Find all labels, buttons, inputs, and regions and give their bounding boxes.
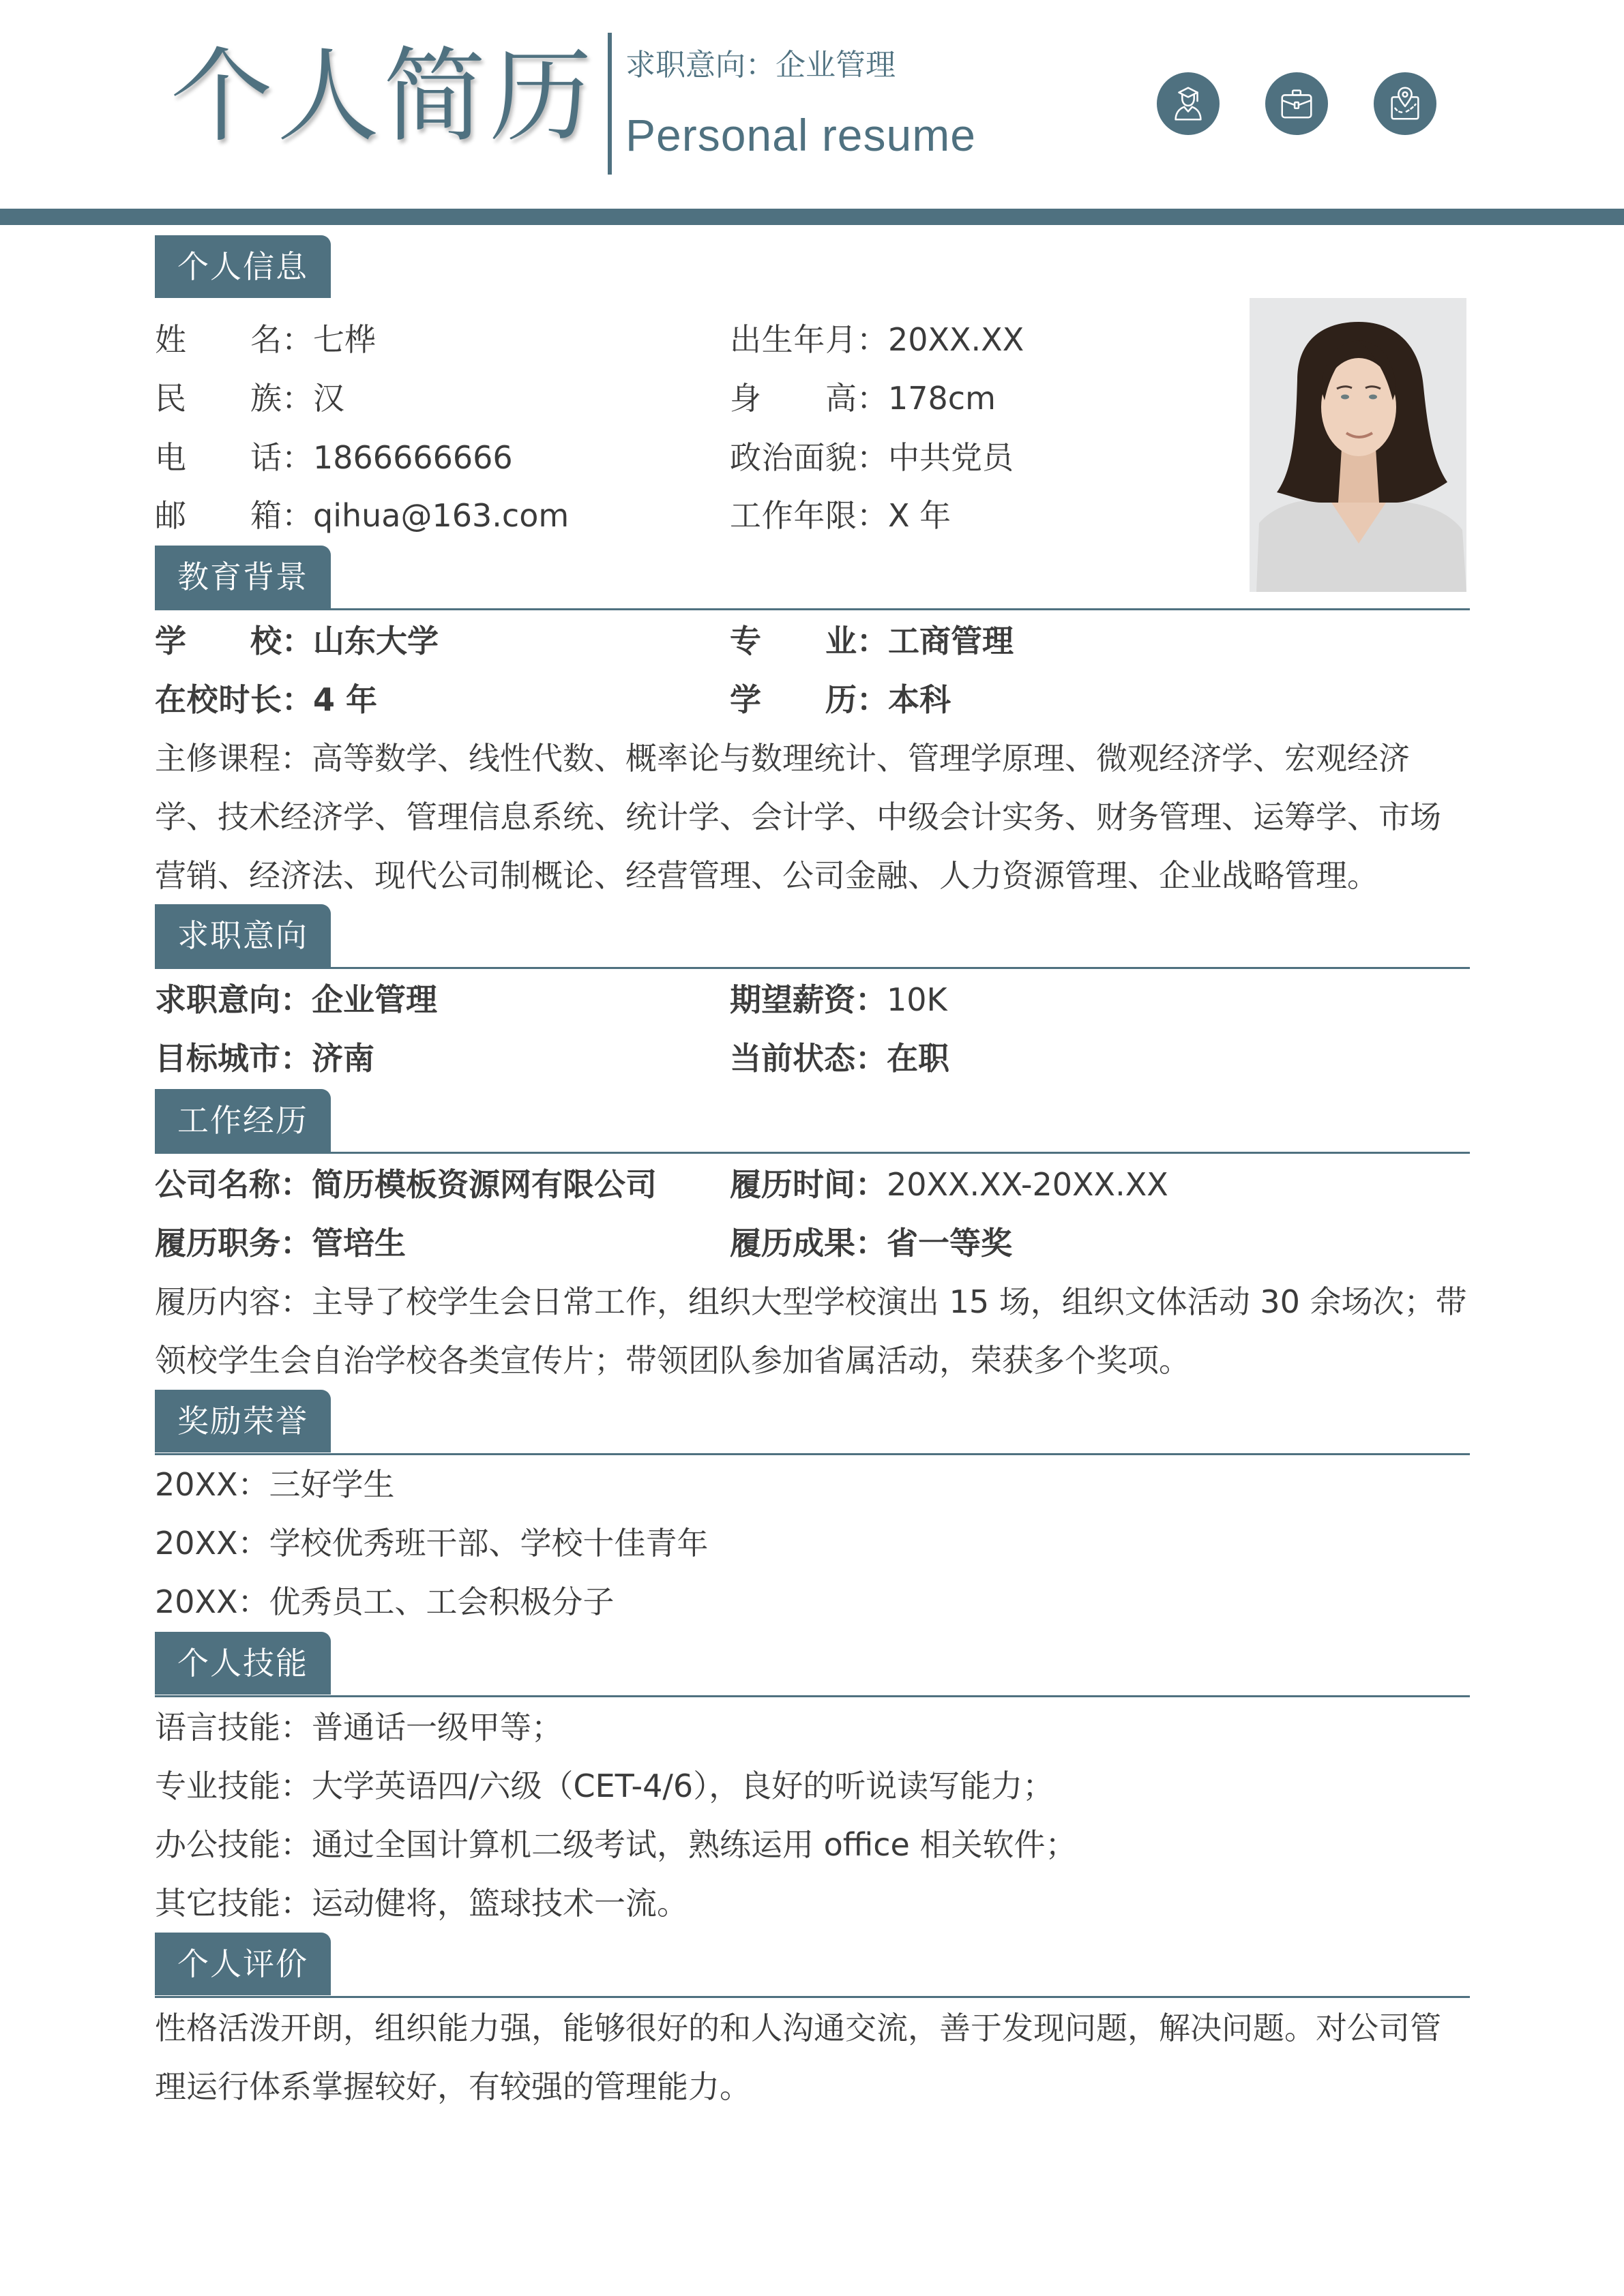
skill-item: 办公技能：通过全国计算机二级考试，熟练运用 office 相关软件；: [155, 1826, 1077, 1863]
intent-status-value: 在职: [887, 1040, 949, 1077]
work-company: 公司名称：简历模板资源网有限公司: [155, 1166, 657, 1203]
intent-position: 求职意向：企业管理: [155, 981, 437, 1018]
map-location-icon: [1374, 72, 1436, 135]
edu-duration-value: 4 年: [313, 681, 378, 718]
info-work-years: 工作年限：X 年: [730, 497, 951, 534]
skill-item: 专业技能：大学英语四/六级（CET-4/6），良好的听说读写能力；: [155, 1768, 1054, 1804]
info-email: 邮箱：qihua@163.com: [155, 497, 570, 534]
info-work-years-value: X 年: [888, 497, 951, 534]
info-ethnicity: 民族：汉: [155, 380, 344, 417]
section-tab-awards: 奖励荣誉: [155, 1390, 331, 1452]
resume-title: 个人简历: [171, 38, 597, 156]
info-birth-value: 20XX.XX: [888, 321, 1024, 358]
header-divider: [608, 33, 612, 175]
intent-city: 目标城市：济南: [155, 1040, 374, 1077]
work-position: 履历职务：管培生: [155, 1225, 406, 1262]
section-rule-awards: [155, 1453, 1470, 1455]
intent-city-value: 济南: [312, 1040, 374, 1077]
edu-school-value: 山东大学: [313, 623, 439, 659]
work-achievement: 履历成果：省一等奖: [730, 1225, 1012, 1262]
profile-photo: [1250, 298, 1466, 592]
info-phone: 电话：1866666666: [155, 439, 513, 476]
intent-status: 当前状态：在职: [730, 1040, 949, 1077]
section-tab-skills: 个人技能: [155, 1632, 331, 1695]
info-height: 身高：178cm: [730, 380, 996, 417]
info-birth: 出生年月：20XX.XX: [730, 321, 1024, 358]
edu-school: 学校：山东大学: [155, 623, 439, 659]
award-item: 20XX：学校优秀班干部、学校十佳青年: [155, 1525, 709, 1562]
work-content-text: 主导了校学生会日常工作，组织大型学校演出 15 场，组织文体活动 30 余场次；带领校学生会自治学校各类宣传片；带领团队参加省属活动，荣获多个奖项。: [155, 1283, 1467, 1379]
section-rule-job-intent: [155, 967, 1470, 969]
section-rule-self-eval: [155, 1996, 1470, 1998]
work-period: 履历时间：20XX.XX-20XX.XX: [730, 1166, 1168, 1203]
intent-salary: 期望薪资：10K: [730, 981, 947, 1018]
info-name-value: 七桦: [313, 321, 376, 358]
briefcase-icon: [1265, 72, 1328, 135]
info-phone-value: 1866666666: [313, 439, 513, 476]
award-item: 20XX：三好学生: [155, 1466, 395, 1503]
edu-major-value: 工商管理: [888, 623, 1014, 659]
section-tab-personal-info: 个人信息: [155, 235, 331, 298]
work-position-value: 管培生: [312, 1225, 406, 1262]
section-tab-job-intent: 求职意向: [155, 904, 331, 967]
header-job-intent: 求职意向：企业管理: [625, 48, 896, 83]
header-band: [0, 209, 1624, 225]
section-tab-self-eval: 个人评价: [155, 1933, 331, 1995]
section-rule-skills: [155, 1695, 1470, 1697]
section-tab-education: 教育背景: [155, 546, 331, 608]
work-period-value: 20XX.XX-20XX.XX: [887, 1166, 1168, 1203]
section-rule-work: [155, 1152, 1470, 1154]
edu-courses: 主修课程：高等数学、线性代数、概率论与数理统计、管理学原理、微观经济学、宏观经济学、技术经济学、管理信息系统、统计学、会计学、中级会计实务、财务管理、运筹学、市场营销、经济法、现代公司制概论、经营管理、公司金融、人力资源管理、企业战略管理。: [155, 740, 1441, 894]
info-height-value: 178cm: [888, 380, 996, 417]
work-achievement-value: 省一等奖: [887, 1225, 1012, 1262]
info-political-value: 中共党员: [888, 439, 1014, 476]
work-content: 履历内容：主导了校学生会日常工作，组织大型学校演出 15 场，组织文体活动 30 余场次；带领校学生会自治学校各类宣传片；带领团队参加省属活动，荣获多个奖项。: [155, 1283, 1467, 1379]
intent-position-value: 企业管理: [312, 981, 437, 1018]
edu-degree-value: 本科: [888, 681, 951, 718]
info-political: 政治面貌：中共党员: [730, 439, 1014, 476]
info-email-value[interactable]: qihua@163.com: [313, 497, 570, 534]
skill-item: 语言技能：普通话一级甲等；: [155, 1709, 563, 1746]
award-item: 20XX：优秀员工、工会积极分子: [155, 1583, 615, 1620]
edu-degree: 学历：本科: [730, 681, 951, 718]
self-eval-text: 性格活泼开朗，组织能力强，能够很好的和人沟通交流，善于发现问题，解决问题。对公司管理运行体系掌握较好，有较强的管理能力。: [155, 2010, 1441, 2105]
edu-major: 专业：工商管理: [730, 623, 1014, 659]
section-rule-education: [155, 608, 1470, 610]
graduate-icon: [1157, 72, 1220, 135]
info-name: 姓名：七桦: [155, 321, 376, 358]
info-ethnicity-value: 汉: [313, 380, 344, 417]
work-company-value: 简历模板资源网有限公司: [312, 1166, 657, 1203]
section-tab-work: 工作经历: [155, 1089, 331, 1152]
skill-item: 其它技能：运动健将，篮球技术一流。: [155, 1885, 688, 1922]
edu-duration: 在校时长：4 年: [155, 681, 378, 718]
edu-courses-text: 高等数学、线性代数、概率论与数理统计、管理学原理、微观经济学、宏观经济学、技术经济学、管理信息系统、统计学、会计学、中级会计实务、财务管理、运筹学、市场营销、经济法、现代公司制概论、经营管理、公司金融、人力资源管理、企业战略管理。: [155, 740, 1441, 894]
intent-salary-value: 10K: [887, 981, 947, 1018]
header-subtitle-en: Personal resume: [625, 110, 976, 160]
